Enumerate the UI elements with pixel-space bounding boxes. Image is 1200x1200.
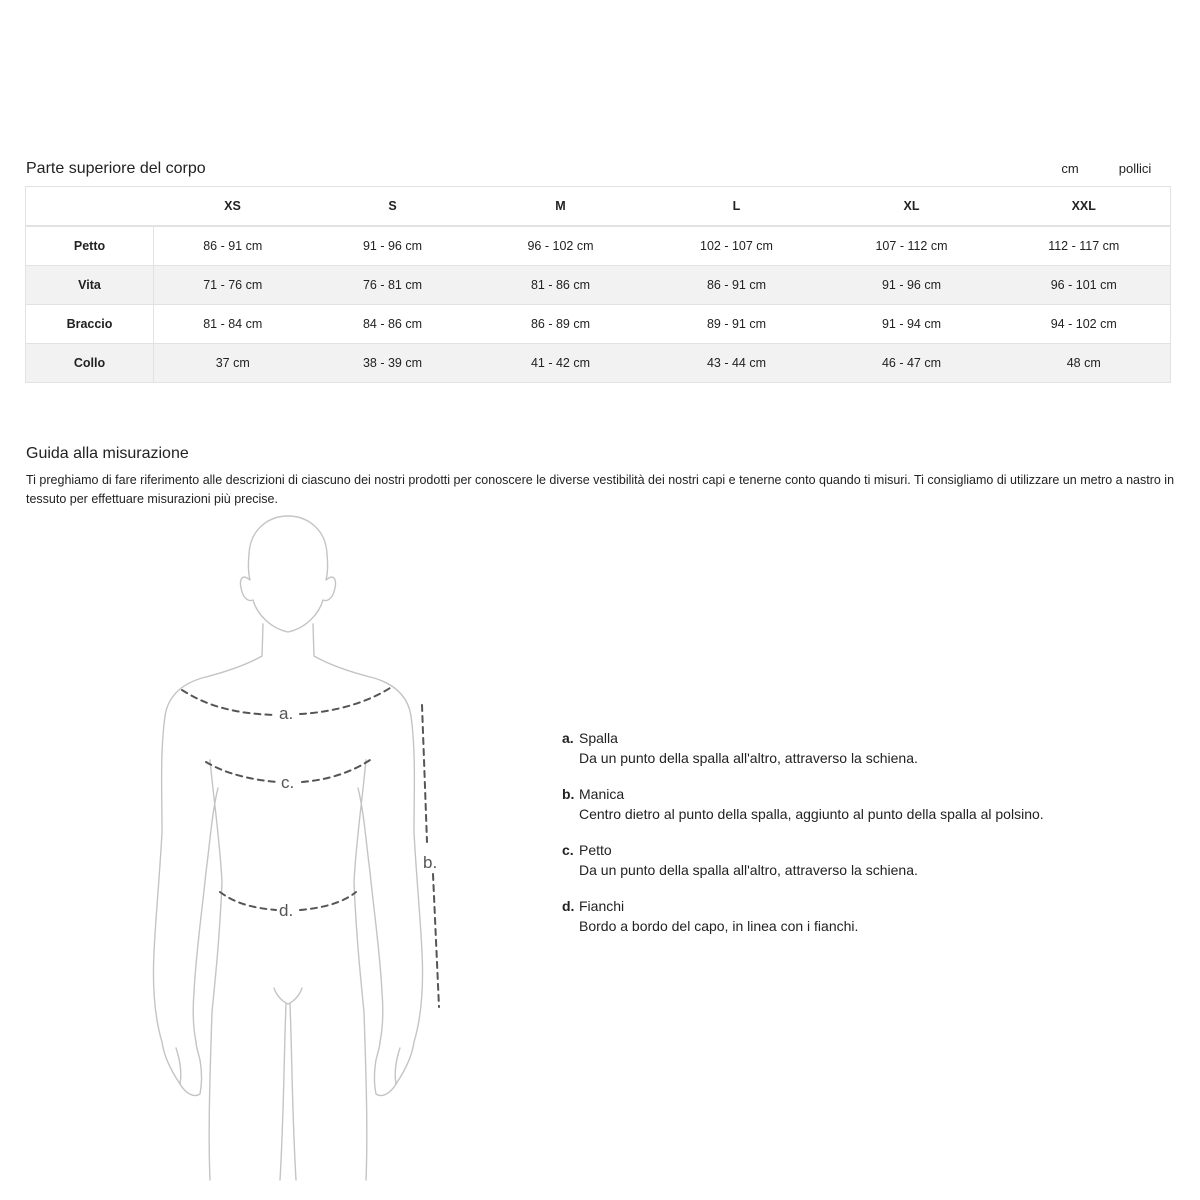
table-row xyxy=(26,344,1171,383)
measure-name: Manica xyxy=(579,786,625,802)
table-cell: 86 - 91 cm xyxy=(154,226,312,266)
table-cell: 84 - 86 cm xyxy=(312,305,474,344)
figure-label-b: b. xyxy=(423,853,438,872)
table-cell: 112 - 117 cm xyxy=(998,226,1171,266)
measure-name: Spalla xyxy=(579,730,618,746)
list-item xyxy=(562,728,1162,768)
table-cell: 91 - 96 cm xyxy=(826,266,998,305)
table-cell: 48 cm xyxy=(998,344,1171,383)
row-label-braccio: Braccio xyxy=(26,305,154,344)
table-row xyxy=(26,226,1171,266)
unit-toggle xyxy=(1040,161,1160,176)
measure-letter: d. xyxy=(562,898,575,914)
size-header: XXL xyxy=(998,187,1171,227)
figure-label-d: d. xyxy=(279,901,294,920)
table-cell: 41 - 42 cm xyxy=(474,344,648,383)
table-cell: 89 - 91 cm xyxy=(648,305,826,344)
table-row xyxy=(26,305,1171,344)
measurement-list xyxy=(562,728,1162,952)
table-cell: 37 cm xyxy=(154,344,312,383)
measure-description: Bordo a bordo del capo, in linea con i fianchi. xyxy=(579,918,859,934)
header-empty xyxy=(26,187,154,227)
list-item xyxy=(562,840,1162,880)
measure-description: Da un punto della spalla all'altro, attraverso la schiena. xyxy=(579,862,918,878)
measure-name: Fianchi xyxy=(579,898,625,914)
table-cell: 107 - 112 cm xyxy=(826,226,998,266)
guide-title: Guida alla misurazione xyxy=(26,445,189,462)
table-cell: 81 - 84 cm xyxy=(154,305,312,344)
size-table xyxy=(25,186,1171,383)
row-label-vita: Vita xyxy=(26,266,154,305)
list-item xyxy=(562,896,1162,936)
size-header: XL xyxy=(826,187,998,227)
size-header: S xyxy=(312,187,474,227)
size-header: XS xyxy=(154,187,312,227)
row-label-collo: Collo xyxy=(26,344,154,383)
size-header: M xyxy=(474,187,648,227)
figure-label-a: a. xyxy=(279,704,294,723)
table-cell: 43 - 44 cm xyxy=(648,344,826,383)
table-row xyxy=(26,266,1171,305)
table-cell: 91 - 96 cm xyxy=(312,226,474,266)
table-cell: 94 - 102 cm xyxy=(998,305,1171,344)
measure-description: Da un punto della spalla all'altro, attraverso la schiena. xyxy=(579,750,918,766)
measure-name: Petto xyxy=(579,842,612,858)
unit-inches-button[interactable]: pollici xyxy=(1118,161,1152,176)
measure-letter: a. xyxy=(562,730,574,746)
table-cell: 96 - 102 cm xyxy=(474,226,648,266)
measure-letter: c. xyxy=(562,842,574,858)
table-cell: 46 - 47 cm xyxy=(826,344,998,383)
list-item xyxy=(562,784,1162,824)
guide-description: Ti preghiamo di fare riferimento alle descrizioni di ciascuno dei nostri prodotti per conoscere le diverse vestibilità dei nostri capi e tenerne conto quando ti misuri. Ti consigliamo di utilizzare un metro a nastro in tessuto per effettuare misurazioni più precise. xyxy=(26,473,1175,506)
table-cell: 96 - 101 cm xyxy=(998,266,1171,305)
row-label-petto: Petto xyxy=(26,226,154,266)
table-cell: 81 - 86 cm xyxy=(474,266,648,305)
size-header: L xyxy=(648,187,826,227)
table-cell: 71 - 76 cm xyxy=(154,266,312,305)
table-cell: 86 - 91 cm xyxy=(648,266,826,305)
table-cell: 38 - 39 cm xyxy=(312,344,474,383)
table-header-row xyxy=(26,187,1171,227)
table-cell: 86 - 89 cm xyxy=(474,305,648,344)
figure-label-c: c. xyxy=(281,773,295,792)
body-outline-figure xyxy=(140,512,460,1182)
size-chart-title: Parte superiore del corpo xyxy=(26,160,206,177)
table-cell: 91 - 94 cm xyxy=(826,305,998,344)
table-cell: 102 - 107 cm xyxy=(648,226,826,266)
measure-letter: b. xyxy=(562,786,575,802)
table-cell: 76 - 81 cm xyxy=(312,266,474,305)
measure-description: Centro dietro al punto della spalla, aggiunto al punto della spalla al polsino. xyxy=(579,806,1044,822)
unit-cm-button[interactable]: cm xyxy=(1061,161,1079,176)
